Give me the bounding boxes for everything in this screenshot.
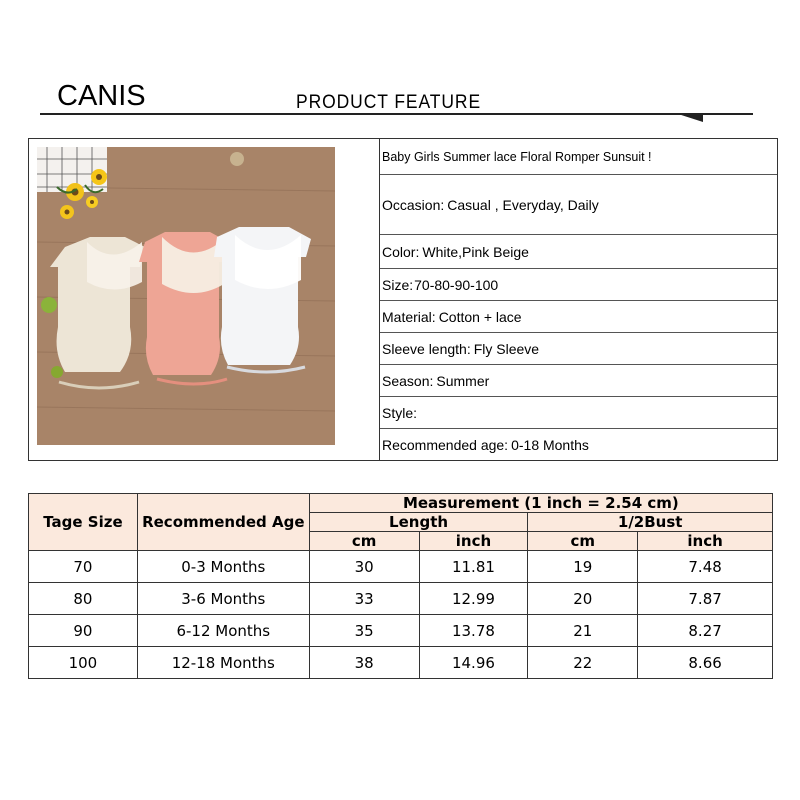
- attr-material-label: Material:: [382, 308, 436, 325]
- cell-bust-cm: 22: [528, 647, 638, 679]
- col-header-recommended-age: Recommended Age: [137, 494, 309, 551]
- cell-bust-cm: 19: [528, 551, 638, 583]
- cell-age: 12-18 Months: [137, 647, 309, 679]
- attr-occasion-value: Casual , Everyday, Daily: [447, 196, 599, 213]
- cell-length-inch: 12.99: [419, 583, 528, 615]
- attr-color-row: [380, 235, 777, 269]
- cell-length-cm: 38: [309, 647, 419, 679]
- cell-length-cm: 30: [309, 551, 419, 583]
- cell-size: 80: [29, 583, 138, 615]
- attr-age-value: 0-18 Months: [511, 436, 589, 453]
- attribute-list: [380, 139, 777, 460]
- attr-occasion-row: [380, 175, 777, 235]
- col-header-bust-cm: cm: [528, 532, 638, 551]
- table-row: [29, 551, 773, 583]
- cell-age: 0-3 Months: [137, 551, 309, 583]
- col-header-bust-inch: inch: [638, 532, 773, 551]
- attr-season-label: Season:: [382, 372, 434, 389]
- attr-age-label: Recommended age:: [382, 436, 509, 453]
- cell-size: 90: [29, 615, 138, 647]
- brand-name: CANIS: [57, 80, 146, 112]
- col-header-length: Length: [309, 513, 528, 532]
- col-header-length-inch: inch: [419, 532, 528, 551]
- attr-sleeve-row: [380, 333, 777, 365]
- cell-bust-cm: 20: [528, 583, 638, 615]
- cell-length-inch: 11.81: [419, 551, 528, 583]
- col-header-tag-size: Tage Size: [29, 494, 138, 551]
- attr-color-label: Color:: [382, 243, 420, 260]
- cell-length-cm: 35: [309, 615, 419, 647]
- product-photo: [37, 147, 335, 445]
- attr-size-row: [380, 269, 777, 301]
- table-row: [29, 615, 773, 647]
- cell-length-inch: 13.78: [419, 615, 528, 647]
- attr-size-value: 70-80-90-100: [414, 276, 499, 293]
- cell-age: 3-6 Months: [137, 583, 309, 615]
- attr-age-row: [380, 429, 777, 460]
- attr-material-row: [380, 301, 777, 333]
- attr-size-label: Size:: [382, 276, 414, 293]
- header-divider: [40, 113, 753, 115]
- cell-length-inch: 14.96: [419, 647, 528, 679]
- size-chart-table: [28, 493, 773, 679]
- attr-material-value: Cotton + lace: [438, 308, 522, 325]
- attr-occasion-label: Occasion:: [382, 196, 445, 213]
- table-row: [29, 583, 773, 615]
- section-title: PRODUCT FEATURE: [296, 92, 482, 113]
- cell-bust-inch: 8.66: [638, 647, 773, 679]
- header-divider-tip: [675, 113, 703, 122]
- cell-bust-inch: 8.27: [638, 615, 773, 647]
- col-header-measurement: Measurement (1 inch = 2.54 cm): [309, 494, 772, 513]
- cell-size: 70: [29, 551, 138, 583]
- attr-sleeve-value: Fly Sleeve: [473, 340, 540, 357]
- attr-season-value: Summer: [436, 372, 490, 389]
- product-title-row: [380, 139, 777, 175]
- attr-color-value: White,Pink Beige: [422, 243, 529, 260]
- attr-season-row: [380, 365, 777, 397]
- attr-style-label: Style:: [382, 404, 418, 421]
- product-title: Baby Girls Summer lace Floral Romper Sunsuit !: [382, 149, 652, 164]
- cell-size: 100: [29, 647, 138, 679]
- cell-length-cm: 33: [309, 583, 419, 615]
- table-row: [29, 647, 773, 679]
- cell-age: 6-12 Months: [137, 615, 309, 647]
- col-header-length-cm: cm: [309, 532, 419, 551]
- cell-bust-inch: 7.48: [638, 551, 773, 583]
- product-info-box: [28, 138, 778, 461]
- attr-style-row: [380, 397, 777, 429]
- col-header-bust: 1/2Bust: [528, 513, 773, 532]
- product-photo-illustration: [37, 147, 335, 445]
- attr-sleeve-label: Sleeve length:: [382, 340, 471, 357]
- cell-bust-inch: 7.87: [638, 583, 773, 615]
- cell-bust-cm: 21: [528, 615, 638, 647]
